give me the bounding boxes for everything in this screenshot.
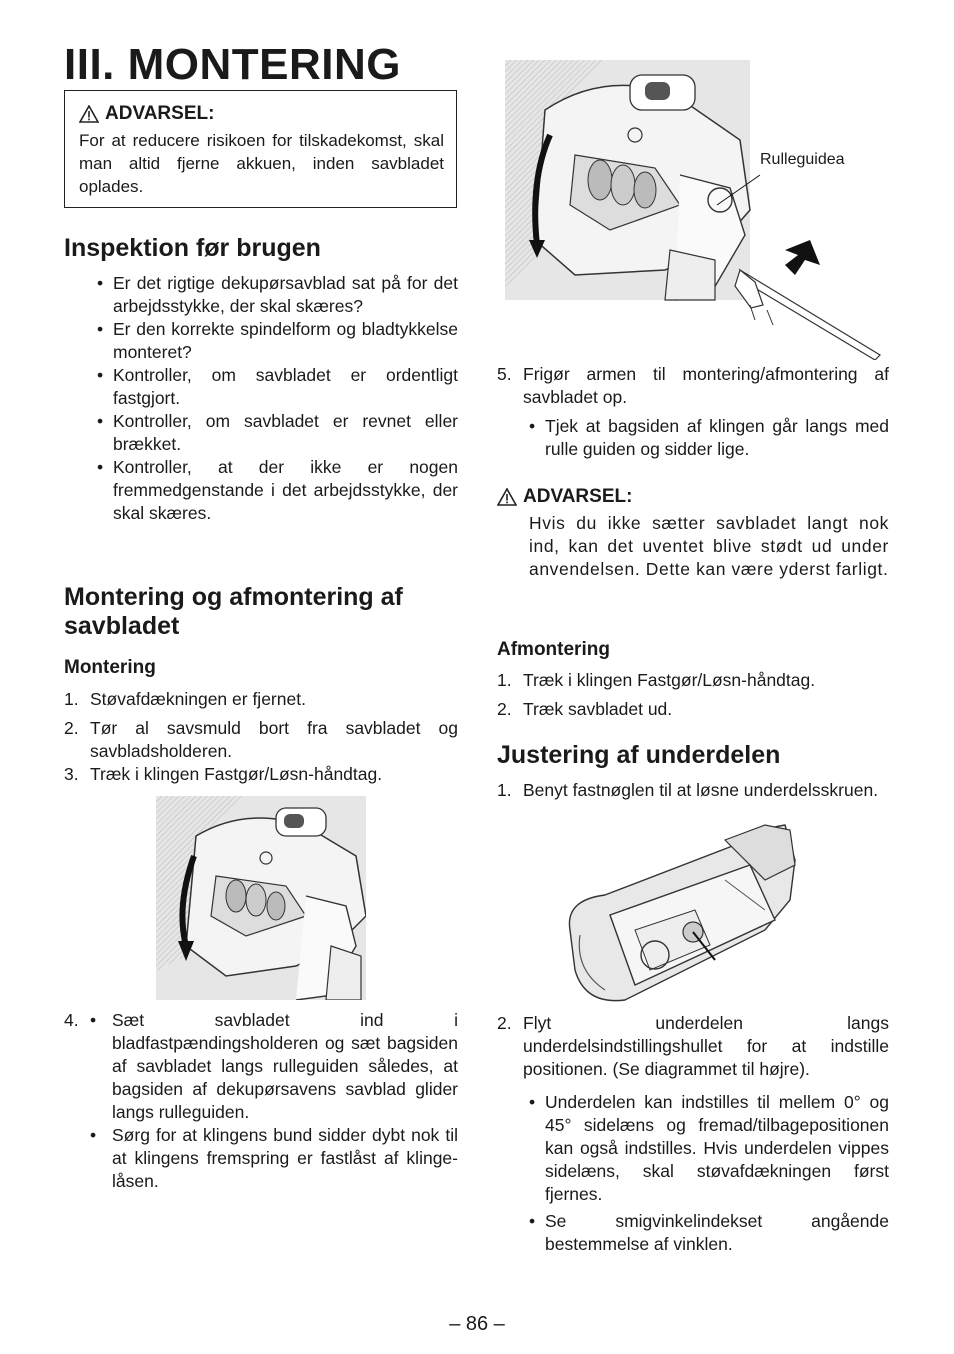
step-4-bullets	[90, 1009, 458, 1193]
removal-subheading: Afmontering	[497, 639, 610, 660]
mounting-subheading: Montering	[64, 657, 156, 678]
adjustment-heading: Justering af underdelen	[497, 741, 781, 769]
list-item: 5. Frigør armen til montering/afmontering af savbladet op.	[497, 364, 889, 407]
warning-text: Hvis du ikke sætter savbladet langt nok ind, kan det uventet blive stødt ud under anvendelsen. Dette kan være yderst farligt.	[529, 513, 889, 579]
warning-triangle-icon	[79, 105, 99, 123]
roller-guide-figure	[505, 60, 890, 360]
page-number: – 86 –	[449, 1313, 505, 1335]
list-item: • Se smigvinkelindekset angående bestemmelse af vinklen.	[529, 1210, 889, 1256]
adjustment-step-1	[497, 779, 889, 802]
warning-triangle-icon	[497, 488, 517, 506]
list-item: • Kontroller, om savbladet er revnet eller brækket.	[97, 410, 458, 456]
list-item: 1. Træk i klingen Fastgør/Løsn-håndtag.	[497, 670, 816, 690]
warning-2	[497, 486, 889, 581]
list-item: • Underdelen kan indstilles til mellem 0° og 45° sidelæns og fremad/tilbagepositionen kan også indstilles. Hvis underdelen vippes sidelæns, skal støvafdækningen først fjernes.	[529, 1091, 889, 1206]
inspection-list	[97, 272, 458, 525]
roller-guide-label: Rulleguidea	[760, 151, 845, 168]
list-item: • Er den korrekte spindelform og bladtykkelse monteret?	[97, 318, 458, 364]
list-item: 3. Træk i klingen Fastgør/Løsn-håndtag.	[64, 764, 383, 784]
list-item: • Sørg for at klingens bund sidder dybt nok til at klingens fremspring er fastlåst af klinge-låsen.	[90, 1124, 458, 1193]
adjustment-bullets	[529, 1091, 889, 1256]
inspection-heading: Inspektion før brugen	[64, 234, 321, 262]
removal-steps	[497, 669, 889, 721]
list-item: • Kontroller, at der ikke er nogen fremmedgenstande i det arbejdsstykke, der skal skæres.	[97, 456, 458, 525]
warning-title: ADVARSEL:	[79, 103, 444, 125]
mounting-steps	[64, 688, 458, 786]
list-item: 2. Tør al savsmuld bort fra savbladet og savbladsholderen.	[64, 718, 458, 761]
adjustment-step-2	[497, 1012, 889, 1081]
mounting-heading: Montering og afmontering af savbladet	[64, 583, 403, 640]
list-item: 1. Benyt fastnøglen til at løsne underdelsskruen.	[497, 780, 879, 800]
list-item: 1. Støvafdækningen er fjernet.	[64, 689, 306, 709]
blade-holder-figure	[156, 796, 366, 1000]
warning-box	[64, 90, 457, 208]
page-title: III. MONTERING	[64, 40, 401, 89]
step-5-bullets	[529, 415, 889, 461]
list-item: 2. Træk savbladet ud.	[497, 699, 673, 719]
list-item: 2. Flyt underdelen langs underdelsindstillingshullet for at indstille positionen. (Se diagrammet til højre).	[497, 1013, 889, 1079]
list-item: • Tjek at bagsiden af klingen går langs med rulle guiden og sidder lige.	[529, 415, 889, 461]
list-item: • Sæt savbladet ind i bladfastpændingsholderen og sæt bagsiden af savbladet langs rulleguiden således, at bagsiden af dekupørsavens savblad glider langs rulleguiden.	[90, 1009, 458, 1124]
list-item: • Er det rigtige dekupørsavblad sat på for det arbejdsstykke, der skal skæres?	[97, 272, 458, 318]
warning-title: ADVARSEL:	[497, 486, 889, 508]
warning-text: For at reducere risikoen for tilskadekomst, skal man altid fjerne akkuen, inden savbladet oplades.	[79, 131, 444, 196]
base-plate-figure	[565, 820, 805, 1010]
list-item: • Kontroller, om savbladet er ordentligt fastgjort.	[97, 364, 458, 410]
step-5	[497, 363, 889, 409]
